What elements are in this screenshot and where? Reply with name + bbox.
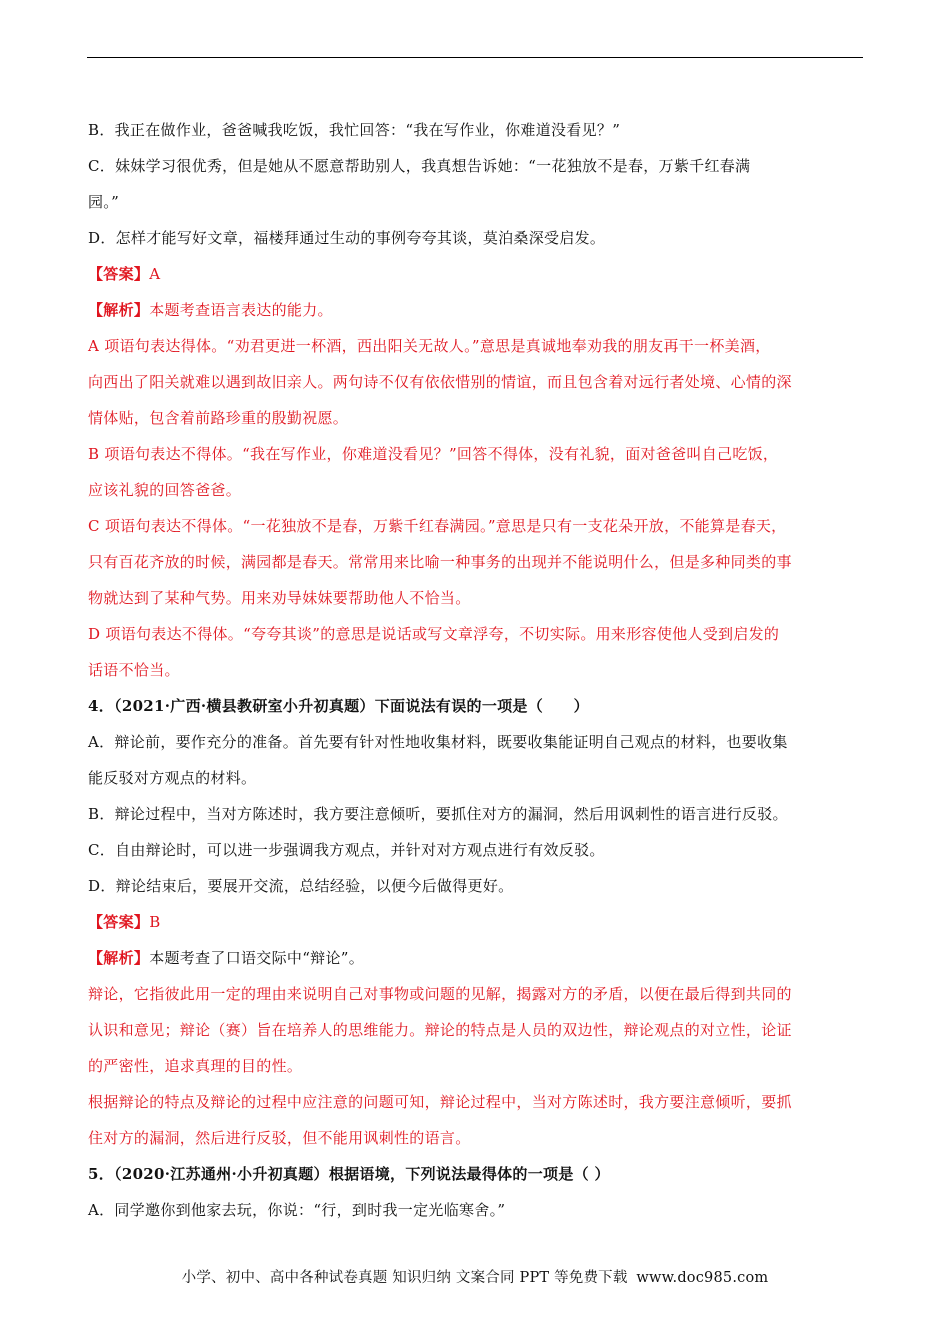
q4-analysis-line: 住对方的漏洞，然后进行反驳，但不能用讽刺性的语言。 <box>88 1129 471 1147</box>
q4-stem: 4．（2021·广西·横县教研室小升初真题）下面说法有误的一项是（ ） <box>88 697 589 715</box>
q4-analysis-line: 根据辩论的特点及辩论的过程中应注意的问题可知，辩论过程中，当对方陈述时，我方要注意倾听，要抓 <box>88 1093 792 1111</box>
q3-option-c-line2: 园。” <box>88 193 120 211</box>
analysis-intro: 本题考查了口语交际中“辩论”。 <box>149 949 365 967</box>
q3-analysis-line: B 项语句表达不得体。“我在写作业，你难道没看见？”回答不得体，没有礼貌，面对爸爸叫自己吃饭， <box>88 445 779 463</box>
q3-option-d: D．怎样才能写好文章，福楼拜通过生动的事例夸夸其谈，莫泊桑深受启发。 <box>88 229 606 247</box>
q3-analysis-line: 只有百花齐放的时候，满园都是春天。常常用来比喻一种事务的出现并不能说明什么，但是多种同类的事 <box>88 553 792 571</box>
q3-analysis-line: 话语不恰当。 <box>88 661 180 679</box>
q4-analysis-line: 辩论，它指彼此用一定的理由来说明自己对事物或问题的见解，揭露对方的矛盾，以便在最后得到共同的 <box>88 985 792 1003</box>
q3-analysis-line: A 项语句表达得体。“劝君更进一杯酒，西出阳关无故人。”意思是真诚地奉劝我的朋友再干一杯美酒， <box>88 337 771 355</box>
q3-analysis-line: 情体贴，包含着前路珍重的殷勤祝愿。 <box>88 409 349 427</box>
analysis-tag: 【解析】 <box>88 949 150 967</box>
q4-analysis-intro <box>88 940 866 976</box>
footer-url[interactable]: www.doc985.com <box>636 1270 769 1286</box>
header-rule <box>87 57 863 58</box>
document-body <box>88 112 866 1228</box>
q3-analysis-line: 向西出了阳关就难以遇到故旧亲人。两句诗不仅有依依惜别的情谊，而且包含着对远行者处境、心情的深 <box>88 373 792 391</box>
answer-tag: 【答案】 <box>88 913 150 931</box>
q5-stem: 5．（2020·江苏通州·小升初真题）根据语境，下列说法最得体的一项是（ ） <box>88 1165 610 1183</box>
q4-analysis-line: 的严密性，追求真理的目的性。 <box>88 1057 303 1075</box>
q4-answer <box>88 904 866 940</box>
q3-analysis-intro <box>88 292 866 328</box>
q3-option-b: B．我正在做作业，爸爸喊我吃饭，我忙回答：“我在写作业，你难道没看见？” <box>88 121 621 139</box>
q3-analysis-line: D 项语句表达不得体。“夸夸其谈”的意思是说话或写文章浮夸，不切实际。用来形容使他人受到启发的 <box>88 625 780 643</box>
footer-text: 小学、初中、高中各种试卷真题 知识归纳 文案合同 PPT 等免费下载 <box>181 1270 628 1286</box>
q4-option-a-line2: 能反驳对方观点的材料。 <box>88 769 257 787</box>
q4-option-a-line1: A．辩论前，要作充分的准备。首先要有针对性地收集材料，既要收集能证明自己观点的材料，也要收集 <box>88 733 788 751</box>
q3-analysis-line: C 项语句表达不得体。“一花独放不是春，万紫千红春满园。”意思是只有一支花朵开放，不能算是春天， <box>88 517 787 535</box>
page-footer <box>0 1266 950 1287</box>
q3-answer <box>88 256 866 292</box>
q3-analysis-line: 物就达到了某种气势。用来劝导妹妹要帮助他人不恰当。 <box>88 589 471 607</box>
q4-option-c: C．自由辩论时，可以进一步强调我方观点，并针对对方观点进行有效反驳。 <box>88 841 605 859</box>
answer-value: B <box>149 913 161 931</box>
q5-option-a: A．同学邀你到他家去玩，你说：“行，到时我一定光临寒舍。” <box>88 1201 506 1219</box>
q3-option-c-line1: C．妹妹学习很优秀，但是她从不愿意帮助别人，我真想告诉她：“一花独放不是春，万紫千红春满 <box>88 157 751 175</box>
q3-analysis-line: 应该礼貌的回答爸爸。 <box>88 481 242 499</box>
q4-analysis-line: 认识和意见；辩论（赛）旨在培养人的思维能力。辩论的特点是人员的双边性，辩论观点的对立性，论证 <box>88 1021 792 1039</box>
q4-option-b: B．辩论过程中，当对方陈述时，我方要注意倾听，要抓住对方的漏洞，然后用讽刺性的语言进行反驳。 <box>88 805 788 823</box>
analysis-intro: 本题考查语言表达的能力。 <box>149 301 333 319</box>
analysis-tag: 【解析】 <box>88 301 150 319</box>
q4-option-d: D．辩论结束后，要展开交流，总结经验，以便今后做得更好。 <box>88 877 514 895</box>
answer-value: A <box>149 265 161 283</box>
answer-tag: 【答案】 <box>88 265 150 283</box>
